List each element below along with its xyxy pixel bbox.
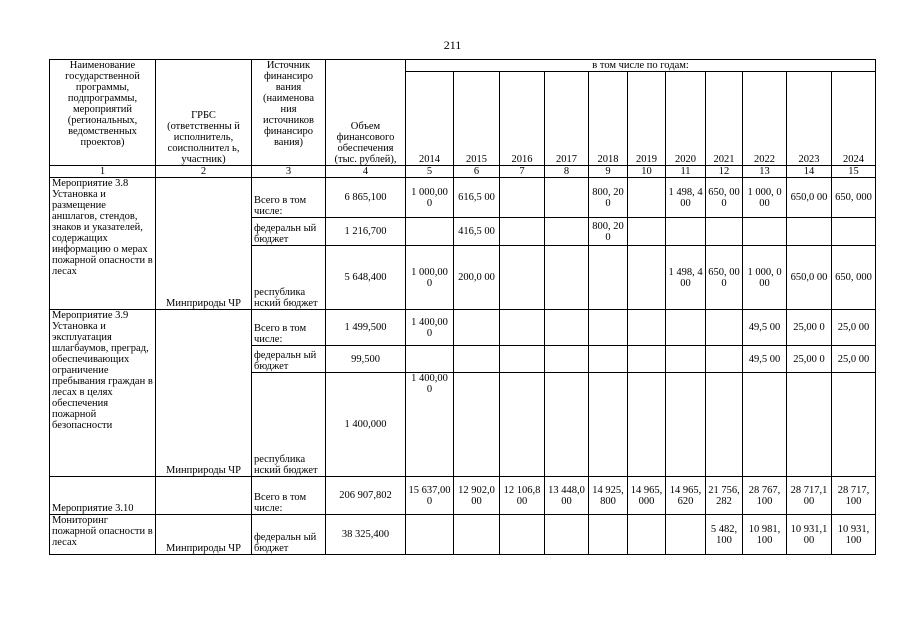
year-value (406, 346, 454, 373)
funding-volume: 1 499,500 (326, 310, 406, 346)
year-value (500, 310, 545, 346)
measure-title: Мероприятие 3.8 (52, 178, 129, 189)
header-year: 2020 (666, 72, 706, 166)
year-value (628, 346, 666, 373)
year-value: 1 498, 400 (666, 178, 706, 218)
header-year: 2017 (545, 72, 589, 166)
year-value (666, 218, 706, 246)
year-value (545, 246, 589, 310)
header-year: 2019 (628, 72, 666, 166)
year-value (628, 373, 666, 477)
table-row (50, 477, 876, 515)
column-number: 5 (406, 166, 454, 178)
year-value: 15 637,00 0 (406, 477, 454, 515)
year-value: 10 981, 100 (743, 515, 787, 555)
year-value: 12 902,0 00 (454, 477, 500, 515)
year-value: 10 931,1 00 (787, 515, 832, 555)
funding-source: Всего в том числе: (252, 310, 326, 346)
year-value: 416,5 00 (454, 218, 500, 246)
grbs-cell: Минприроды ЧР (156, 515, 252, 555)
year-value (628, 310, 666, 346)
page-number: 211 (443, 38, 462, 52)
table-row (50, 310, 876, 346)
year-value (589, 246, 628, 310)
year-value (787, 218, 832, 246)
year-value: 1 498, 400 (666, 246, 706, 310)
header-volume: Объем финансового обеспечения (тыс. рублей), (326, 60, 406, 166)
year-value (406, 515, 454, 555)
funding-source: федеральн ый бюджет (252, 515, 326, 555)
year-value (706, 373, 743, 477)
year-value (666, 310, 706, 346)
year-value (743, 373, 787, 477)
year-value (832, 373, 876, 477)
table-row (50, 515, 876, 555)
year-value (706, 346, 743, 373)
year-value (628, 246, 666, 310)
year-value (454, 310, 500, 346)
table-row (50, 178, 876, 218)
measure-name (50, 178, 156, 310)
year-value (628, 218, 666, 246)
year-value: 650,0 00 (787, 246, 832, 310)
year-value: 49,5 00 (743, 346, 787, 373)
header-grbs: ГРБС (ответственны й исполнитель, соисполнител ь, участник) (156, 60, 252, 166)
year-value: 25,00 0 (787, 346, 832, 373)
year-value: 28 767, 100 (743, 477, 787, 515)
column-number: 10 (628, 166, 666, 178)
header-year: 2021 (706, 72, 743, 166)
year-value: 28 717, 100 (832, 477, 876, 515)
year-value (500, 218, 545, 246)
column-number: 9 (589, 166, 628, 178)
column-number: 8 (545, 166, 589, 178)
funding-volume: 38 325,400 (326, 515, 406, 555)
year-value (832, 218, 876, 246)
column-number: 15 (832, 166, 876, 178)
year-value (545, 178, 589, 218)
year-value: 800, 200 (589, 178, 628, 218)
year-value (500, 515, 545, 555)
year-value: 49,5 00 (743, 310, 787, 346)
header-name: Наименование государственной программы, подпрограммы, мероприятий (региональных, ведомственных проектов) (50, 60, 156, 166)
year-value (628, 515, 666, 555)
year-value (545, 373, 589, 477)
funding-source: федеральн ый бюджет (252, 218, 326, 246)
year-value (666, 346, 706, 373)
header-year: 2022 (743, 72, 787, 166)
year-value (500, 373, 545, 477)
year-value: 28 717,1 00 (787, 477, 832, 515)
header-year: 2024 (832, 72, 876, 166)
year-value: 650, 000 (832, 246, 876, 310)
year-value: 5 482, 100 (706, 515, 743, 555)
measure-name (50, 310, 156, 477)
year-value: 200,0 00 (454, 246, 500, 310)
year-value: 650,0 00 (787, 178, 832, 218)
header-year: 2015 (454, 72, 500, 166)
column-number: 1 (50, 166, 156, 178)
year-value: 25,0 00 (832, 346, 876, 373)
year-value: 800, 200 (589, 218, 628, 246)
header-row-1 (50, 60, 876, 72)
financing-table (49, 59, 876, 555)
year-value: 1 000, 000 (743, 246, 787, 310)
year-value: 1 000, 000 (743, 178, 787, 218)
year-value: 1 400,00 0 (406, 373, 454, 477)
year-value (406, 218, 454, 246)
year-value: 616,5 00 (454, 178, 500, 218)
year-value (545, 346, 589, 373)
year-value (589, 373, 628, 477)
year-value (706, 310, 743, 346)
year-value (666, 515, 706, 555)
funding-volume: 5 648,400 (326, 246, 406, 310)
column-number: 3 (252, 166, 326, 178)
header-years-group: в том числе по годам: (406, 60, 876, 72)
year-value (454, 515, 500, 555)
year-value (454, 346, 500, 373)
measure-description: Установка и эксплуатация шлагбаумов, преград, обеспечивающих ограничение пребывания граждан в лесах в целях обеспечения пожарной безопасности (52, 321, 153, 431)
measure-title: Мероприятие 3.10 (50, 477, 156, 515)
year-value: 1 000,00 0 (406, 178, 454, 218)
measure-description: Установка и размещение аншлагов, стендов, знаков и указателей, содержащих информацию о мерах пожарной опасности в лесах (52, 189, 153, 277)
header-year: 2018 (589, 72, 628, 166)
year-value (706, 218, 743, 246)
funding-volume: 99,500 (326, 346, 406, 373)
grbs-cell-empty (156, 477, 252, 515)
funding-source: Всего в том числе: (252, 477, 326, 515)
year-value (666, 373, 706, 477)
funding-volume: 206 907,802 (326, 477, 406, 515)
measure-description: Мониторинг пожарной опасности в лесах (50, 515, 156, 555)
grbs-cell: Минприроды ЧР (156, 178, 252, 310)
year-value: 650, 000 (832, 178, 876, 218)
column-number: 7 (500, 166, 545, 178)
year-value (500, 246, 545, 310)
measure-title: Мероприятие 3.9 (52, 310, 129, 321)
column-number: 11 (666, 166, 706, 178)
year-value: 10 931, 100 (832, 515, 876, 555)
year-value: 650, 000 (706, 246, 743, 310)
year-value (545, 218, 589, 246)
year-value: 21 756, 282 (706, 477, 743, 515)
header-year: 2014 (406, 72, 454, 166)
column-number: 4 (326, 166, 406, 178)
year-value (545, 310, 589, 346)
column-number: 12 (706, 166, 743, 178)
year-value: 650, 000 (706, 178, 743, 218)
column-number: 6 (454, 166, 500, 178)
funding-volume: 1 216,700 (326, 218, 406, 246)
column-number: 2 (156, 166, 252, 178)
table-body (50, 60, 876, 555)
year-value: 1 000,00 0 (406, 246, 454, 310)
column-number: 13 (743, 166, 787, 178)
year-value (589, 346, 628, 373)
header-year: 2016 (500, 72, 545, 166)
year-value (787, 373, 832, 477)
year-value: 25,0 00 (832, 310, 876, 346)
year-value: 12 106,8 00 (500, 477, 545, 515)
column-numbers-row (50, 166, 876, 178)
year-value: 25,00 0 (787, 310, 832, 346)
year-value (454, 373, 500, 477)
year-value (500, 178, 545, 218)
year-value: 14 925, 800 (589, 477, 628, 515)
year-value (628, 178, 666, 218)
column-number: 14 (787, 166, 832, 178)
funding-source: федеральн ый бюджет (252, 346, 326, 373)
header-source: Источник финансиро вания (наименова ния источников финансиро вания) (252, 60, 326, 166)
year-value: 14 965, 620 (666, 477, 706, 515)
year-value: 14 965, 000 (628, 477, 666, 515)
funding-source: республика нский бюджет (252, 246, 326, 310)
funding-source: республика нский бюджет (252, 373, 326, 477)
funding-volume: 1 400,000 (326, 373, 406, 477)
year-value: 1 400,00 0 (406, 310, 454, 346)
funding-source: Всего в том числе: (252, 178, 326, 218)
year-value: 13 448,0 00 (545, 477, 589, 515)
grbs-cell: Минприроды ЧР (156, 310, 252, 477)
funding-volume: 6 865,100 (326, 178, 406, 218)
header-year: 2023 (787, 72, 832, 166)
year-value (589, 515, 628, 555)
year-value (545, 515, 589, 555)
year-value (500, 346, 545, 373)
year-value (589, 310, 628, 346)
year-value (743, 218, 787, 246)
